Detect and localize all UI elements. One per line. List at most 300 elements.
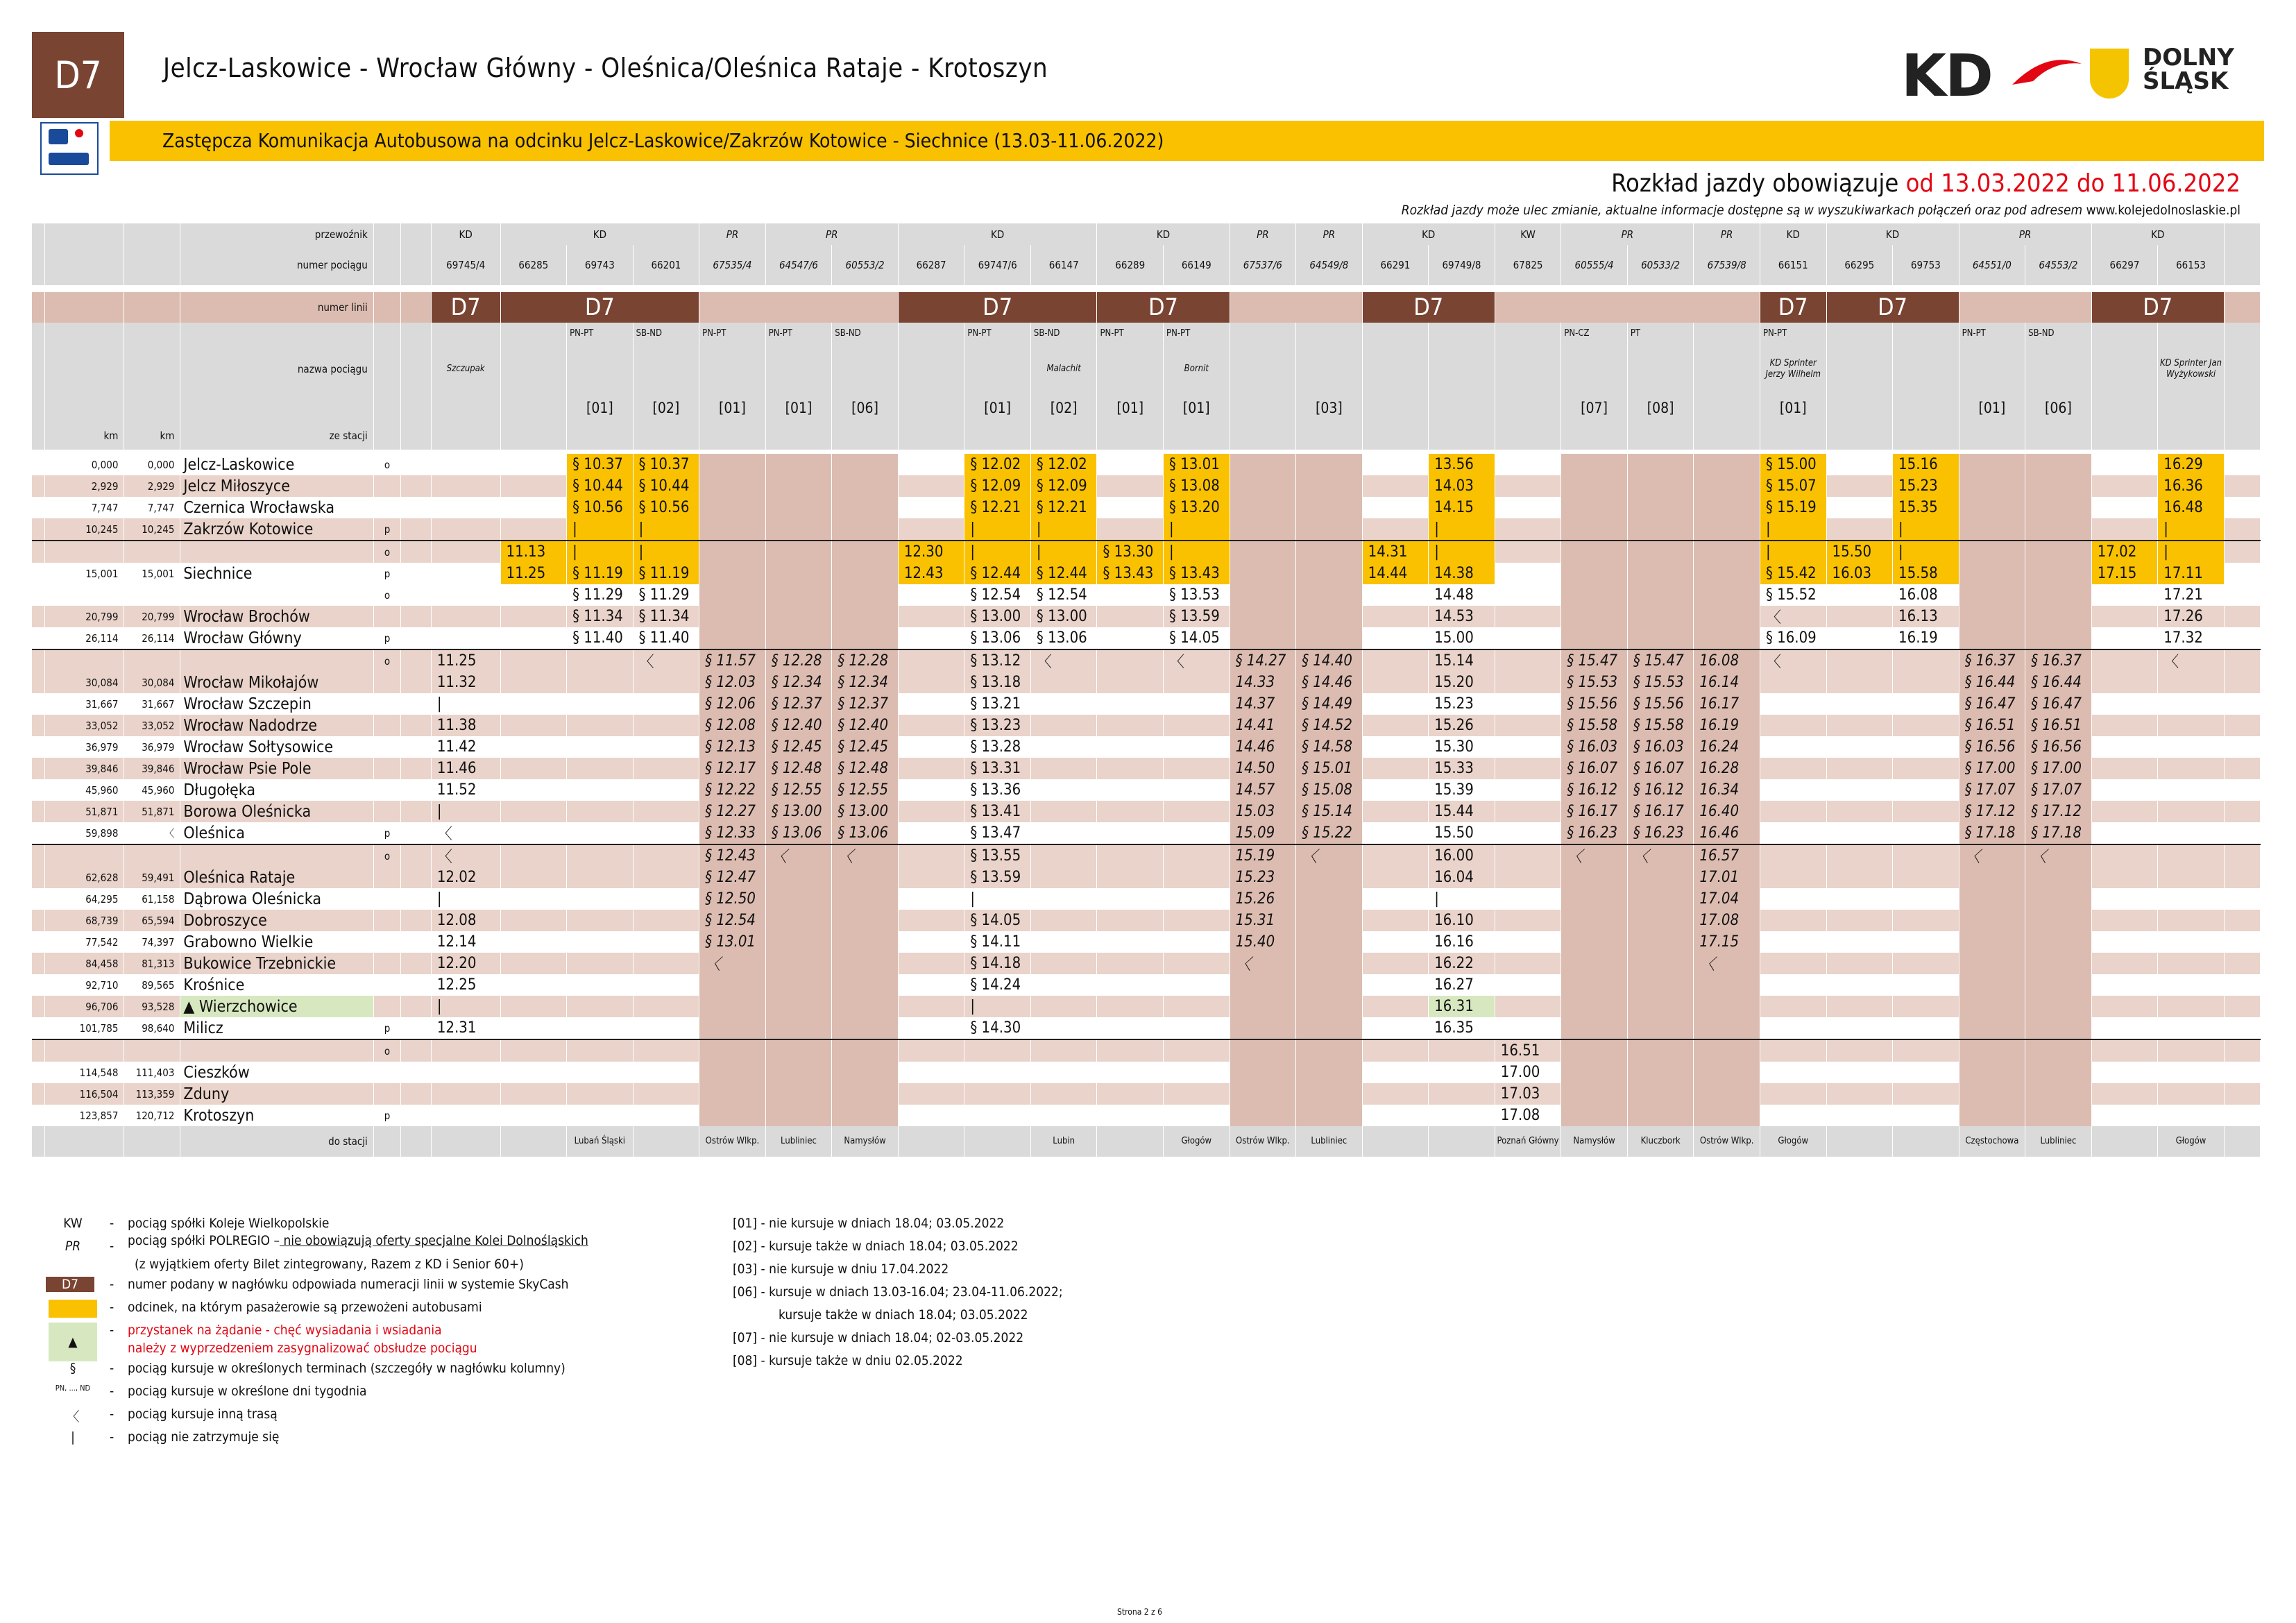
time-cell: § 12.22 — [699, 779, 766, 801]
time-cell — [2025, 606, 2092, 627]
time-cell: § 15.00 — [1760, 454, 1826, 475]
line-empty — [699, 292, 899, 323]
time-cell: 〈 — [1760, 649, 1826, 672]
time-cell — [633, 693, 699, 715]
time-cell — [1893, 822, 1959, 844]
from-station-cell — [500, 422, 567, 450]
time-cell — [2091, 606, 2158, 627]
footnote-ref: [06] — [2025, 394, 2092, 422]
time-cell — [1694, 584, 1760, 606]
km-alt: 30,084 — [124, 672, 180, 693]
footnote-ref: [02] — [1030, 394, 1097, 422]
time-cell — [1164, 715, 1230, 736]
time-cell — [1362, 844, 1429, 867]
time-cell: § 12.06 — [699, 693, 766, 715]
carrier-cell: KD — [1362, 223, 1495, 245]
page-title: Jelcz-Laskowice - Wrocław Główny - Oleśnica/Oleśnica Rataje - Krotoszyn — [163, 53, 1048, 83]
footnote-ref: [01] — [699, 394, 766, 422]
time-cell — [898, 974, 964, 996]
time-cell — [1694, 627, 1760, 649]
legend-dash: - — [110, 1239, 114, 1254]
time-cell — [633, 801, 699, 822]
time-cell: 15.09 — [1230, 822, 1296, 844]
time-cell: § 12.54 — [699, 910, 766, 931]
time-cell: § 12.28 — [765, 649, 832, 672]
time-cell — [2091, 715, 2158, 736]
time-cell — [898, 931, 964, 953]
time-cell — [699, 475, 766, 497]
from-station-cell — [2025, 422, 2092, 450]
time-cell — [1097, 779, 1164, 801]
time-cell — [1561, 518, 1628, 541]
time-cell — [832, 1062, 899, 1083]
km-alt — [124, 344, 180, 394]
train-name — [2091, 344, 2158, 394]
train-name — [2025, 344, 2092, 394]
km-main — [45, 344, 124, 394]
time-cell — [1362, 867, 1429, 888]
km-alt: 2,929 — [124, 475, 180, 497]
from-station-cell — [1097, 422, 1164, 450]
time-cell — [1164, 801, 1230, 822]
arr-dep-marker: o — [373, 584, 400, 606]
time-cell: § 13.06 — [765, 822, 832, 844]
time-cell — [1694, 1017, 1760, 1039]
time-cell — [1097, 672, 1164, 693]
footnote-ref: [08] — [1627, 394, 1694, 422]
time-cell — [2091, 649, 2158, 672]
time-cell: § 12.09 — [1030, 475, 1097, 497]
km-alt: 〈 — [124, 822, 180, 844]
row-margin — [32, 627, 45, 649]
from-station-cell — [1561, 422, 1628, 450]
time-cell: § 16.56 — [1959, 736, 2025, 758]
time-cell — [500, 649, 567, 672]
time-cell — [1164, 1039, 1230, 1062]
km-main: 10,245 — [45, 518, 124, 541]
station-name — [180, 1039, 373, 1062]
time-cell — [1561, 974, 1628, 996]
train-name — [1893, 344, 1959, 394]
row-gap — [401, 394, 432, 422]
time-cell — [898, 584, 964, 606]
station-name — [180, 844, 373, 867]
time-cell: 15.58 — [1893, 563, 1959, 584]
row-gap — [401, 1062, 432, 1083]
operating-days — [500, 323, 567, 344]
time-cell — [1826, 822, 1893, 844]
station-label: Wrocław Mikołajów — [183, 673, 319, 692]
time-cell: 16.13 — [1893, 606, 1959, 627]
time-cell: § 16.17 — [1627, 801, 1694, 822]
time-cell — [1495, 715, 1561, 736]
time-cell: § 15.52 — [1760, 584, 1826, 606]
time-cell: | — [431, 801, 500, 822]
station-row — [32, 475, 2261, 497]
time-cell — [1495, 497, 1561, 518]
time-cell: § 12.50 — [699, 888, 766, 910]
station-row — [32, 844, 2261, 867]
footnote-key: [02] - kursuje także w dniach 18.04; 03.05.2022 — [733, 1239, 1019, 1254]
time-cell — [1627, 1017, 1694, 1039]
row-end — [2224, 1017, 2260, 1039]
train-name — [832, 344, 899, 394]
time-cell — [1495, 1017, 1561, 1039]
time-cell: 14.41 — [1230, 715, 1296, 736]
time-cell: | — [1164, 518, 1230, 541]
time-cell — [832, 996, 899, 1017]
destination: Kluczbork — [1627, 1126, 1694, 1157]
time-cell — [1959, 1083, 2025, 1105]
time-cell — [500, 910, 567, 931]
time-cell — [2025, 563, 2092, 584]
time-cell: § 16.03 — [1561, 736, 1628, 758]
row-margin — [32, 563, 45, 584]
time-cell — [1627, 910, 1694, 931]
time-cell — [1959, 996, 2025, 1017]
station-name — [180, 801, 373, 822]
time-cell — [1760, 801, 1826, 822]
km-main: 92,710 — [45, 974, 124, 996]
time-cell — [1627, 996, 1694, 1017]
time-cell: 14.57 — [1230, 779, 1296, 801]
operating-days: PN-PT — [1959, 323, 2025, 344]
time-cell — [765, 931, 832, 953]
time-cell: § 14.05 — [1164, 627, 1230, 649]
row-end — [2224, 627, 2260, 649]
km-main — [45, 323, 124, 344]
time-cell: | — [964, 541, 1031, 563]
from-station-cell — [1230, 422, 1296, 450]
time-cell — [1495, 475, 1561, 497]
time-cell — [832, 974, 899, 996]
arr-dep-marker — [373, 953, 400, 974]
time-cell — [1694, 996, 1760, 1017]
destination — [500, 1126, 567, 1157]
validity-period — [1611, 169, 2240, 198]
carrier-cell: KD — [500, 223, 699, 245]
time-cell — [2025, 953, 2092, 974]
row-gap — [401, 323, 432, 344]
row-gap — [401, 649, 432, 672]
time-cell: § 13.01 — [699, 931, 766, 953]
station-row — [32, 541, 2261, 563]
time-cell — [1627, 497, 1694, 518]
km-main: 84,458 — [45, 953, 124, 974]
row-margin — [32, 541, 45, 563]
row-gap — [401, 888, 432, 910]
station-row — [32, 996, 2261, 1017]
km-main: 30,084 — [45, 672, 124, 693]
line-badge-cell: D7 — [500, 292, 699, 323]
time-cell — [1959, 1039, 2025, 1062]
time-cell — [1362, 1062, 1429, 1083]
time-cell — [1230, 606, 1296, 627]
time-cell — [1561, 931, 1628, 953]
time-cell: § 15.58 — [1627, 715, 1694, 736]
km-main — [45, 245, 124, 285]
time-cell — [1164, 758, 1230, 779]
time-cell — [1760, 910, 1826, 931]
operating-days: SB-ND — [1030, 323, 1097, 344]
bus-replacement-icon — [40, 122, 99, 175]
time-cell — [1296, 563, 1363, 584]
time-cell — [1893, 867, 1959, 888]
time-cell — [431, 454, 500, 475]
carrier-cell: KD — [1760, 223, 1826, 245]
time-cell: 12.20 — [431, 953, 500, 974]
km-alt: 111,403 — [124, 1062, 180, 1083]
time-cell: 15.35 — [1893, 497, 1959, 518]
time-cell — [1164, 844, 1230, 867]
legend-dash: - — [110, 1300, 114, 1315]
time-cell: § 12.45 — [832, 736, 899, 758]
time-cell: § 15.19 — [1760, 497, 1826, 518]
station-name — [180, 563, 373, 584]
km-alt — [124, 245, 180, 285]
station-row — [32, 888, 2261, 910]
time-cell — [964, 1083, 1031, 1105]
time-cell — [1826, 1017, 1893, 1039]
km-alt: 45,960 — [124, 779, 180, 801]
time-cell — [431, 518, 500, 541]
time-cell: § 14.49 — [1296, 693, 1363, 715]
time-cell: § 14.40 — [1296, 649, 1363, 672]
time-cell: 16.57 — [1694, 844, 1760, 867]
time-cell — [765, 584, 832, 606]
website-link[interactable]: www.kolejedolnoslaskie.pl — [2086, 203, 2240, 218]
time-cell — [1760, 1105, 1826, 1126]
station-name — [180, 394, 373, 422]
time-cell — [699, 606, 766, 627]
km-alt — [124, 292, 180, 323]
row-margin — [32, 715, 45, 736]
row-margin — [32, 867, 45, 888]
row-margin — [32, 394, 45, 422]
time-cell — [1097, 1062, 1164, 1083]
km-main: 51,871 — [45, 801, 124, 822]
change-note — [1402, 203, 2240, 218]
row-end — [2224, 736, 2260, 758]
time-cell: 16.27 — [1429, 974, 1495, 996]
time-cell — [1097, 606, 1164, 627]
time-cell: 16.48 — [2158, 497, 2225, 518]
time-cell — [898, 1017, 964, 1039]
time-cell — [1893, 1039, 1959, 1062]
time-cell — [1959, 518, 2025, 541]
time-cell — [832, 518, 899, 541]
time-cell — [2025, 541, 2092, 563]
time-cell — [1362, 454, 1429, 475]
time-cell — [765, 497, 832, 518]
row-margin — [32, 245, 45, 285]
time-cell — [567, 974, 633, 996]
time-cell — [500, 888, 567, 910]
time-cell — [2158, 931, 2225, 953]
time-cell: § 12.27 — [699, 801, 766, 822]
row-margin — [32, 323, 45, 344]
time-cell — [2025, 454, 2092, 475]
time-cell: 14.48 — [1429, 584, 1495, 606]
time-cell — [1760, 758, 1826, 779]
footnote-ref — [898, 394, 964, 422]
time-cell: 15.30 — [1429, 736, 1495, 758]
time-cell — [1495, 627, 1561, 649]
row-margin — [32, 996, 45, 1017]
train-number: 69745/4 — [431, 245, 500, 285]
station-name — [180, 867, 373, 888]
time-cell — [1826, 801, 1893, 822]
row-end — [2224, 518, 2260, 541]
time-cell — [1429, 1062, 1495, 1083]
time-cell: 〈 — [633, 649, 699, 672]
station-row — [32, 758, 2261, 779]
row-gap — [401, 1017, 432, 1039]
time-cell — [832, 931, 899, 953]
time-cell — [1561, 1017, 1628, 1039]
time-cell — [567, 758, 633, 779]
time-cell — [1760, 1083, 1826, 1105]
carrier-cell: KD — [1826, 223, 1959, 245]
time-cell — [1097, 627, 1164, 649]
time-cell — [633, 715, 699, 736]
station-name — [180, 822, 373, 844]
time-cell — [1030, 693, 1097, 715]
time-cell: § 16.09 — [1760, 627, 1826, 649]
time-cell — [567, 1017, 633, 1039]
notes-row — [32, 394, 2261, 422]
row-gap — [401, 822, 432, 844]
validity-prefix: Rozkład jazdy obowiązuje — [1611, 169, 1899, 198]
km-alt — [124, 649, 180, 672]
time-cell — [567, 931, 633, 953]
time-cell — [832, 1017, 899, 1039]
time-cell: § 16.51 — [1959, 715, 2025, 736]
time-cell: § 11.29 — [567, 584, 633, 606]
operating-days — [1893, 323, 1959, 344]
time-cell — [1030, 888, 1097, 910]
time-cell — [1164, 974, 1230, 996]
time-cell — [1164, 736, 1230, 758]
operating-days: PN-CZ — [1561, 323, 1628, 344]
time-cell: § 11.40 — [567, 627, 633, 649]
time-cell — [2091, 758, 2158, 779]
time-cell: 17.15 — [1694, 931, 1760, 953]
time-cell: 〈 — [2025, 844, 2092, 867]
time-cell — [1495, 672, 1561, 693]
train-number: 60555/4 — [1561, 245, 1628, 285]
time-cell: 14.44 — [1362, 563, 1429, 584]
carrier-cell: KD — [898, 223, 1097, 245]
carrier-cell: KD — [431, 223, 500, 245]
row-margin — [32, 1126, 45, 1157]
time-cell: § 13.31 — [964, 758, 1031, 779]
time-cell — [832, 1083, 899, 1105]
time-cell: § 10.44 — [567, 475, 633, 497]
station-label: Wrocław Sołtysowice — [183, 738, 334, 756]
km-alt: 39,846 — [124, 758, 180, 779]
station-name — [180, 1017, 373, 1039]
time-cell — [2158, 1083, 2225, 1105]
train-number: 69747/6 — [964, 245, 1031, 285]
time-cell — [1030, 1017, 1097, 1039]
time-cell: 15.50 — [1429, 822, 1495, 844]
time-cell: 12.31 — [431, 1017, 500, 1039]
time-cell — [1362, 715, 1429, 736]
time-cell: § 16.44 — [1959, 672, 2025, 693]
destination: Lubin — [1030, 1126, 1097, 1157]
timetable — [32, 223, 2261, 1157]
station-row — [32, 649, 2261, 672]
km-alt: 7,747 — [124, 497, 180, 518]
time-cell: § 13.21 — [964, 693, 1031, 715]
time-cell — [1097, 953, 1164, 974]
row-margin — [32, 910, 45, 931]
time-cell: § 13.20 — [1164, 497, 1230, 518]
time-cell — [2091, 1105, 2158, 1126]
time-cell — [1826, 844, 1893, 867]
time-cell — [1959, 867, 2025, 888]
time-cell — [500, 584, 567, 606]
footnote-key: [08] - kursuje także w dniu 02.05.2022 — [733, 1353, 963, 1368]
time-cell: § 14.46 — [1296, 672, 1363, 693]
from-station-cell — [1495, 422, 1561, 450]
time-cell — [765, 867, 832, 888]
time-cell: § 16.44 — [2025, 672, 2092, 693]
time-cell: 11.52 — [431, 779, 500, 801]
time-cell: 14.03 — [1429, 475, 1495, 497]
time-cell — [765, 996, 832, 1017]
time-cell: § 11.19 — [567, 563, 633, 584]
time-cell — [1030, 953, 1097, 974]
time-cell — [964, 1062, 1031, 1083]
station-name: nazwa pociągu — [180, 344, 373, 394]
time-cell: | — [1760, 518, 1826, 541]
train-number: 66289 — [1097, 245, 1164, 285]
time-cell — [633, 822, 699, 844]
time-cell — [1760, 953, 1826, 974]
time-cell — [1561, 1083, 1628, 1105]
time-cell — [765, 1062, 832, 1083]
footnote-ref: [01] — [1164, 394, 1230, 422]
time-cell — [2158, 867, 2225, 888]
row-margin — [32, 1062, 45, 1083]
row-gap — [401, 931, 432, 953]
time-cell: 17.26 — [2158, 606, 2225, 627]
arr-dep-marker — [373, 801, 400, 822]
line-badge-cell: D7 — [431, 292, 500, 323]
time-cell: § 12.48 — [765, 758, 832, 779]
time-cell: 14.37 — [1230, 693, 1296, 715]
km-alt: 98,640 — [124, 1017, 180, 1039]
time-cell — [1495, 974, 1561, 996]
train-number: 66153 — [2158, 245, 2225, 285]
time-cell: § 12.44 — [964, 563, 1031, 584]
time-cell — [1362, 779, 1429, 801]
from-station-cell — [1694, 422, 1760, 450]
time-cell — [1959, 475, 2025, 497]
time-cell: 16.24 — [1694, 736, 1760, 758]
station-label: Siechnice — [183, 564, 253, 583]
train-number: 64553/2 — [2025, 245, 2092, 285]
time-cell — [500, 1105, 567, 1126]
time-cell — [1097, 996, 1164, 1017]
time-cell — [1561, 541, 1628, 563]
km-main: 2,929 — [45, 475, 124, 497]
legend-text: przystanek na żądanie - chęć wysiadania i wsiadania — [128, 1323, 442, 1338]
time-cell: § 11.29 — [633, 584, 699, 606]
time-cell — [832, 910, 899, 931]
